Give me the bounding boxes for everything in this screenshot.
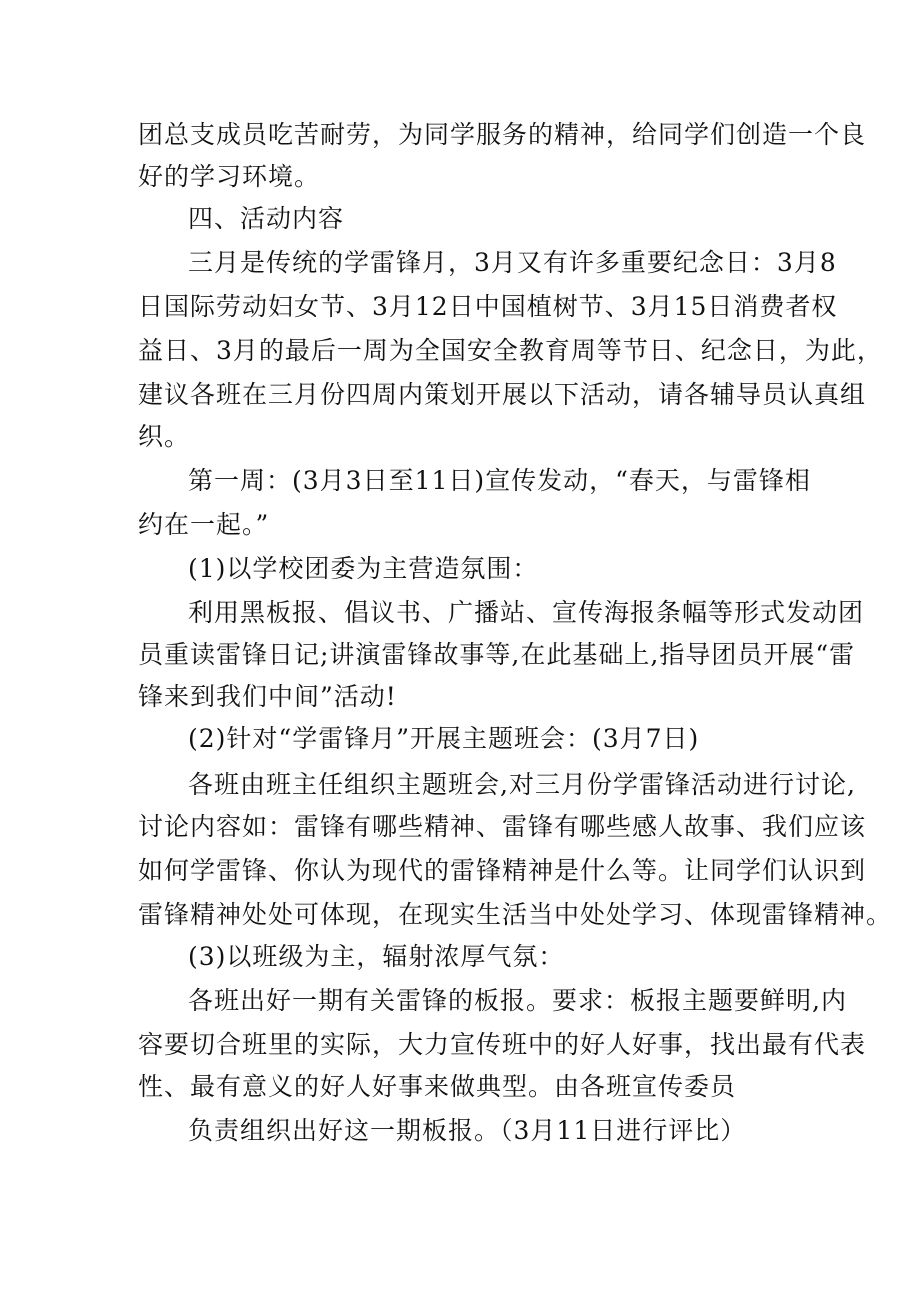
body-text-line: 讨论内容如：雷锋有哪些精神、雷锋有哪些感人故事、我们应该	[138, 812, 867, 841]
body-text-line: (1)以学校团委为主营造氛围：	[188, 554, 539, 583]
body-text-line: 雷锋精神处处可体现，在现实生活当中处处学习、体现雷锋精神。	[138, 900, 893, 929]
body-text-line: 员重读雷锋日记;讲演雷锋故事等,在此基础上,指导团员开展“雷	[138, 640, 856, 669]
body-text-line: 织。	[138, 422, 191, 451]
section-heading: 四、活动内容	[188, 204, 345, 233]
body-text-line: 负责组织出好这一期板报。（3月11日进行评比）	[188, 1116, 747, 1145]
body-text-line: 第一周：(3月3日至11日)宣传发动，“春天，与雷锋相	[188, 466, 811, 495]
body-text-line: 团总支成员吃苦耐劳，为同学服务的精神，给同学们创造一个良	[138, 120, 867, 149]
body-text-line: 三月是传统的学雷锋月，3月又有许多重要纪念日：3月8	[188, 248, 837, 277]
body-text-line: 利用黑板报、倡议书、广播站、宣传海报条幅等形式发动团	[188, 598, 865, 627]
body-text-line: 如何学雷锋、你认为现代的雷锋精神是什么等。让同学们认识到	[138, 856, 867, 885]
body-text-line: 锋来到我们中间”活动!	[138, 682, 397, 711]
body-text-line: 各班由班主任组织主题班会,对三月份学雷锋活动进行讨论,	[188, 770, 856, 799]
body-text-line: 日国际劳动妇女节、3月12日中国植树节、3月15日消费者权	[138, 292, 838, 321]
body-text-line: (2)针对“学雷锋月”开展主题班会：(3月7日)	[188, 724, 700, 753]
body-text-line: (3)以班级为主，辐射浓厚气氛：	[188, 942, 565, 971]
body-text-line: 性、最有意义的好人好事来做典型。由各班宣传委员	[138, 1072, 737, 1101]
body-text-line: 益日、3月的最后一周为全国安全教育周等节日、纪念日，为此，	[138, 336, 883, 365]
body-text-line: 容要切合班里的实际，大力宣传班中的好人好事，找出最有代表	[138, 1030, 867, 1059]
body-text-line: 好的学习环境。	[138, 162, 321, 191]
body-text-line: 建议各班在三月份四周内策划开展以下活动，请各辅导员认真组	[138, 380, 867, 409]
body-text-line: 各班出好一期有关雷锋的板报。要求：板报主题要鲜明,内	[188, 986, 847, 1015]
body-text-line: 约在一起。”	[138, 510, 270, 539]
